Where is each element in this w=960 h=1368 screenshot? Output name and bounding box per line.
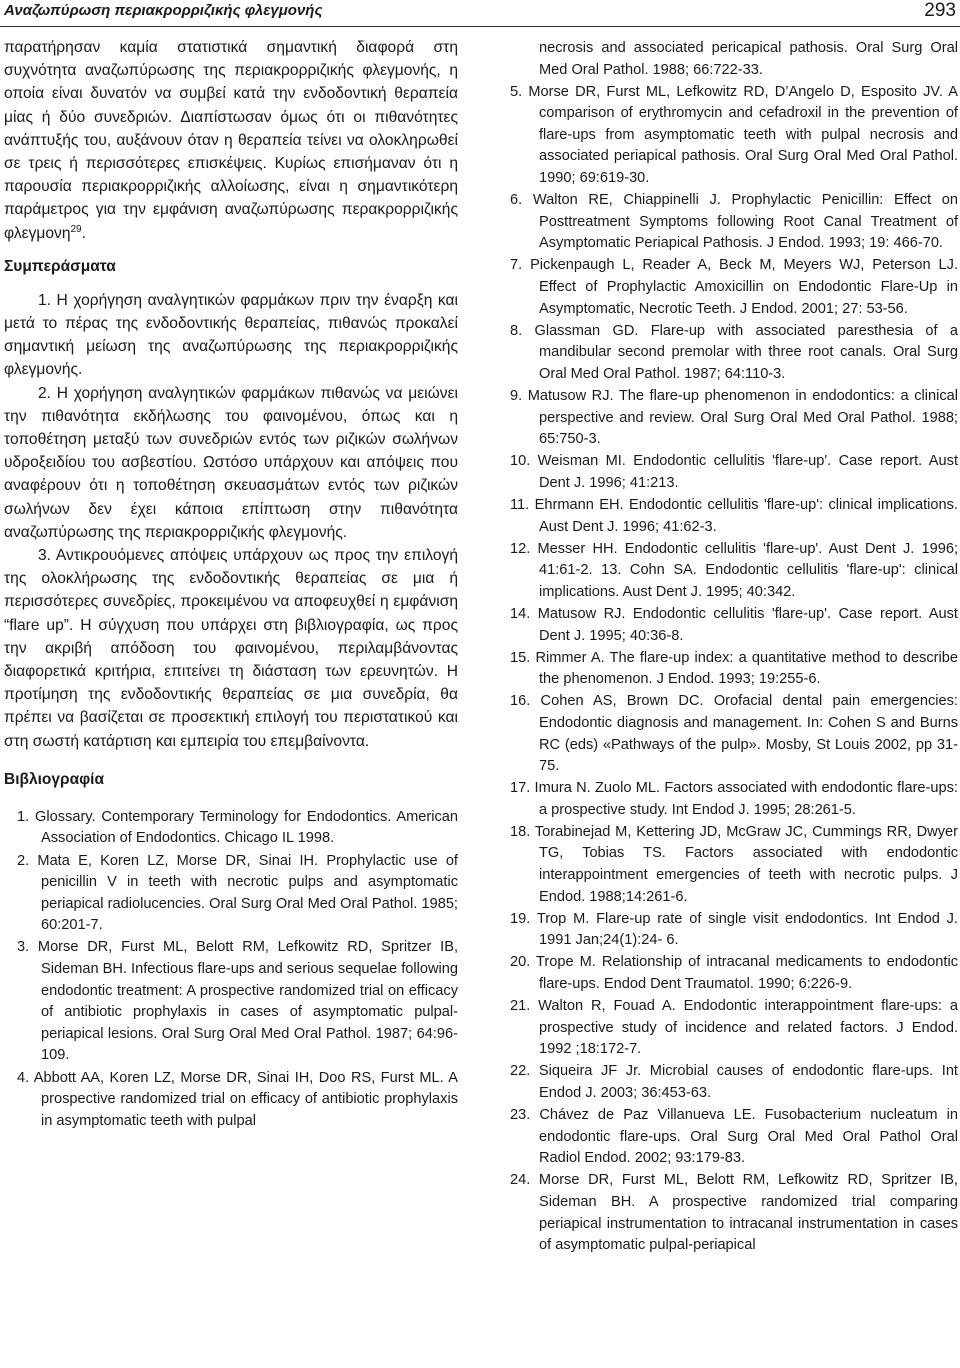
reference-item: 8. Glassman GD. Flare-up with associated paresthesia of a mandibular second premolar with three root canals. Oral Surg Oral Med Oral Pathol. 1987; 64:110-3. [510, 322, 958, 382]
conclusions-heading: Συμπεράσματα [4, 257, 116, 275]
reference-list-continued [510, 38, 958, 1257]
reference-item: 3. Morse DR, Furst ML, Belott RM, Lefkowitz RD, Spritzer IB, Sideman BH. Infectious flare-ups and serious sequelae following endodontic treatment: A prospective randomized trial on efficacy of antibiotic prophylaxis in cases of asymptomatic pulpal-periapical lesions. Oral Surg Oral Med Oral Pathol. 1987; 64:96-109. [17, 939, 458, 1064]
citation-superscript: 29 [70, 223, 82, 235]
reference-item: 7. Pickenpaugh L, Reader A, Beck M, Meyers WJ, Peterson LJ. Effect of Prophylactic Amoxicillin on Endodontic Flare-Up in Asymptomatic, Necrotic Teeth. J Endod. 2001; 27: 53-56. [510, 257, 958, 317]
reference-item: 18. Torabinejad M, Kettering JD, McGraw JC, Cummings RR, Dwyer TG, Tobias TS. Factors associated with endodontic interappointment emergencies of teeth with necrotic pulps. J Endod. 1988;14:261-6. [510, 823, 958, 905]
reference-item-continued: necrosis and associated pericapical pathosis. Oral Surg Oral Med Oral Pathol. 1988; 66:722-33. [539, 40, 958, 78]
reference-item: 21. Walton R, Fouad A. Endodontic interappointment flare-ups: a prospective study of incidence and related factors. J Endod. 1992 ;18:172-7. [510, 998, 958, 1058]
reference-item: 5. Morse DR, Furst ML, Lefkowitz RD, D’Angelo D, Esposito JV. A comparison of erythromycin and cefadroxil in the prevention of flare-ups from asymptomatic teeth with pulpal necrosis and associated periapical pathosis. Oral Surg Oral Med Oral Pathol. 1990; 69:619-30. [510, 83, 958, 187]
page-header [0, 0, 960, 27]
reference-item: 19. Trop M. Flare-up rate of single visit endodontics. Int Endod J. 1991 Jan;24(1):24- 6. [510, 910, 958, 949]
reference-item: 12. Messer HH. Endodontic cellulitis 'flare-up'. Aust Dent J. 1996; 41:61-2. 13. Cohn SA. Endodontic cellulitis 'flare-up': clinical implications. Aust Dent J. 1995; 40:342. [510, 540, 958, 600]
page-number: 293 [924, 0, 956, 21]
reference-item: 22. Siqueira JF Jr. Microbial causes of endodontic flare-ups. Int Endod J. 2003; 36:453-63. [510, 1063, 958, 1101]
reference-item: 6. Walton RE, Chiappinelli J. Prophylactic Penicillin: Effect on Posttreatment Symptoms following Root Canal Treatment of Asymptomatic Periapical Pathosis. J Endod. 1993; 19: 466-70. [510, 192, 958, 252]
conclusion-item: 1. Η χορήγηση αναλγητικών φαρμάκων πριν την έναρξη και μετά το πέρας της ενδοδοντικής θεραπείας, πιθανώς προκαλεί σημαντική μείωση της αναζωπύρωσης της περιακρορριζικής φλεγμονής. [4, 291, 458, 379]
reference-list [12, 807, 458, 1132]
reference-item: 11. Ehrmann EH. Endodontic cellulitis 'flare-up': clinical implications. Aust Dent J. 1996; 41:62-3. [510, 496, 958, 535]
reference-item: 23. Chávez de Paz Villanueva LE. Fusobacterium nucleatum in endodontic flare-ups. Oral Surg Oral Med Oral Pathol Oral Radiol Endod. 2002; 93:179-83. [510, 1107, 958, 1167]
reference-item: 10. Weisman MI. Endodontic cellulitis 'flare-up'. Case report. Aust Dent J. 1996; 41:213. [510, 453, 958, 491]
conclusion-item: 3. Αντικρουόμενες απόψεις υπάρχουν ως προς την επιλογή της ολοκλήρωσης της ενδοδοντικής θεραπείας σε μια ή περισσότερες συνεδρίες, προκειμένου να αποφευχθεί η εμφάνιση “flare up”. Η σύγχυση που υπάρχει στη βιβλιογραφία, ως προς την ακριβή απόδοση του φαινομένου, περιλαμβάνοντας διαφορετικά κριτήρια, επιτείνει τη διάσταση των ερευνητών. Η προτίμηση της ενδοδοντικής θεραπείας σε μια συνεδρία, θα πρέπει να βασίζεται σε προσεκτική επιλογή του περιστατικού και στη σωστή κατάρτιση και εμπειρία του επεμβαίνοντα. [4, 547, 458, 750]
reference-item: 15. Rimmer A. The flare-up index: a quantitative method to describe the phenomenon. J Endod. 1993; 19:255-6. [510, 649, 958, 688]
reference-item: 14. Matusow RJ. Endodontic cellulitis 'flare-up'. Case report. Aust Dent J. 1995; 40:36-8. [510, 605, 958, 644]
running-title: Αναζωπύρωση περιακρορριζικής φλεγμονής [4, 2, 323, 19]
reference-item: 2. Mata E, Koren LZ, Morse DR, Sinai IH. Prophylactic use of penicillin V in teeth with necrotic pulps and asymptomatic periapical radiolucencies. Oral Surg Oral Med Oral Pathol. 1985; 60:201-7. [17, 852, 458, 934]
reference-item: 9. Matusow RJ. The flare-up phenomenon in endodontics: a clinical perspective and review. Oral Surg Oral Med Oral Pathol. 1988; 65:750-3. [510, 388, 958, 448]
references-heading: Βιβλιογραφία [4, 770, 105, 788]
reference-item: 24. Morse DR, Furst ML, Belott RM, Lefkowitz RD, Spritzer IB, Sideman BH. A prospective randomized trial comparing periapical instrumentation to intracanal instrumentation in cases of asymptomatic pulpal-periapical [510, 1172, 958, 1254]
conclusion-item: 2. Η χορήγηση αναλγητικών φαρμάκων πιθανώς να μειώνει την πιθανότητα εκδήλωσης του φαινομένου, όπως και η τοποθέτηση μεταξύ των συνεδριών εντός των ριζικών σωλήνων υδροξειδίου του ασβεστίου. Ωστόσο υπάρχουν και απόψεις που αναφέρουν ότι η τοποθέτηση σκευασμάτων εντός των ριζικών σωλήνων δεν έχει κάποια επίπτωση στην πιθανότητα αναζωπύρωσης της περιακρορριζικής φλεγμονής. [4, 384, 458, 541]
right-column [510, 38, 958, 1257]
reference-item: 1. Glossary. Contemporary Terminology for Endodontics. American Association of Endodontics. Chicago IL 1998. [17, 808, 458, 847]
reference-item: 16. Cohen AS, Brown DC. Orofacial dental pain emergencies: Endodontic diagnosis and management. In: Cohen S and Burns RC (eds) «Pathways of the pulp». Mosby, St Louis 2002, pp 31-75. [510, 693, 958, 775]
reference-item: 4. Abbott AA, Koren LZ, Morse DR, Sinai IH, Doo RS, Furst ML. A prospective randomized trial on efficacy of antibiotic prophylaxis in asymptomatic teeth with pulpal [17, 1069, 458, 1129]
reference-item: 17. Imura N. Zuolo ML. Factors associated with endodontic flare-ups: a prospective study. Int Endod J. 1995; 28:261-5. [510, 780, 958, 818]
reference-item: 20. Trope M. Relationship of intracanal medicaments to endodontic flare-ups. Endod Dent Traumatol. 1990; 6:226-9. [510, 954, 958, 993]
left-column [4, 36, 458, 1133]
intro-paragraph: παρατήρησαν καμία στατιστικά σημαντική διαφορά στη συχνότητα αναζωπύρωσης της περιακρορριζικής φλεγμονής, η οποία είναι δυνατόν να συμβεί κατά την ενδοδοντική θεραπεία μίας ή δύο συνεδριών. Διαπίστωσαν όμως ότι οι πιθανότητες ανάπτυξής του, αυξάνουν όταν η θεραπεία τείνει να ολοκληρωθεί σε τρεις ή περισσότερες επισκέψεις. Κυρίως επισήμαναν ότι η παρουσία περιακρορριζικής αλλοίωσης, είναι η σημαντικότερη παράμετρος για την εμφάνιση αναζωπύρωσης περακρορριζικής φλεγμονη$^{29}$. [4, 39, 458, 242]
